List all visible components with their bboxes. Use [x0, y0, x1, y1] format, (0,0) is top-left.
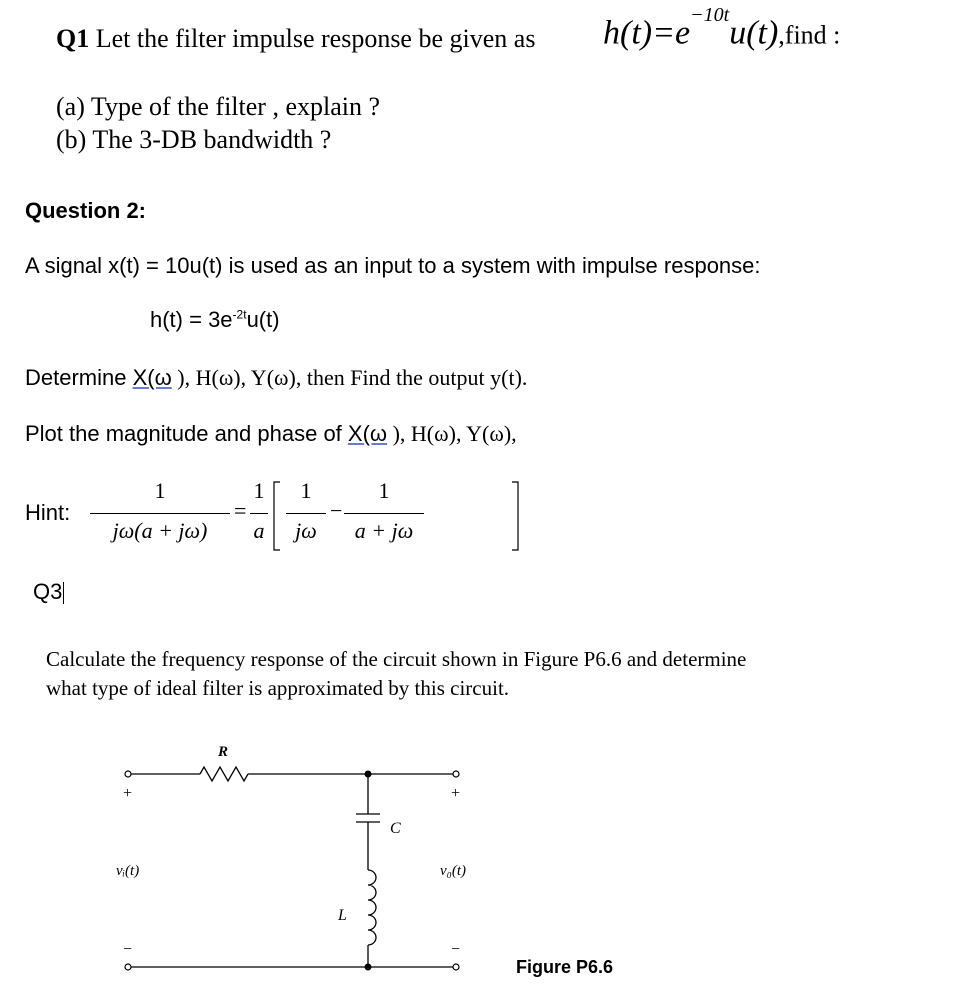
q2-plot: [25, 421, 517, 447]
q2-determine-xw: X(ω: [132, 365, 172, 390]
text-cursor: [63, 582, 64, 604]
resistor-symbol: [200, 767, 248, 781]
figure-caption: Figure P6.6: [516, 957, 614, 977]
vi-label: vᵢ(t): [116, 863, 140, 879]
input-plus: +: [123, 785, 133, 802]
q2-plot-prefix: Plot the magnitude and phase of: [25, 421, 348, 446]
circuit-diagram: [0, 730, 966, 998]
hint-coef-den: a: [253, 518, 265, 543]
output-plus: +: [451, 785, 461, 802]
hint-bar2: [250, 513, 268, 514]
q1-intro: Let the filter impulse response be given as: [95, 24, 536, 53]
hint-den1: jω(a + jω): [112, 518, 208, 543]
q3-label-text: Q3: [33, 579, 63, 604]
q3-label[interactable]: [33, 579, 64, 605]
hint-num2: 1: [300, 478, 312, 503]
inductor-symbol: [368, 870, 376, 945]
output-terminal-top: [453, 771, 459, 777]
hint-bar4: [344, 513, 424, 514]
inductor-label: L: [338, 907, 347, 924]
junction-bottom: [365, 964, 372, 971]
q1-formula-lhs: h(t)=e: [603, 14, 691, 52]
resistor-label: R: [218, 744, 229, 760]
hint-equation: [90, 478, 530, 558]
capacitor-label: C: [390, 820, 401, 837]
q2-impulse-response: [150, 307, 280, 333]
hint-bar3: [286, 513, 326, 514]
q3-line2: what type of ideal filter is approximated by this circuit.: [46, 676, 510, 700]
output-terminal-bottom: [453, 964, 459, 970]
output-minus: −: [451, 941, 461, 958]
q2-determine: [25, 365, 527, 391]
q1-part-a: (a) Type of the filter , explain ?: [56, 92, 381, 121]
input-terminal-top: [125, 771, 131, 777]
hint-eq: =: [234, 498, 247, 523]
input-minus: −: [123, 941, 133, 958]
q2-impulse-tail: u(t): [246, 307, 280, 332]
hint-minus: −: [330, 498, 343, 523]
vo-label: v₀(t): [440, 863, 467, 879]
q1-line: [56, 24, 535, 54]
q2-determine-prefix: Determine: [25, 365, 133, 390]
q1-part-b: (b) The 3-DB bandwidth ?: [56, 125, 332, 154]
q2-impulse-base: h(t) = 3e: [150, 307, 233, 332]
q1-tail: ,find :: [778, 20, 841, 50]
q3-line1: Calculate the frequency response of the circuit shown in Figure P6.6 and determine: [46, 647, 747, 671]
q2-plot-rest: ), H(ω), Y(ω),: [387, 421, 517, 446]
hint-num3: 1: [378, 478, 390, 503]
q2-heading: Question 2:: [25, 198, 147, 223]
q2-impulse-exp: -2t: [232, 307, 247, 322]
hint-label: Hint:: [25, 500, 71, 525]
q1-label: Q1: [56, 24, 90, 53]
q1-formula-exp: −10t: [690, 4, 730, 26]
hint-bar1: [90, 513, 230, 514]
hint-den2: jω: [295, 518, 317, 543]
q2-plot-xw: X(ω: [347, 421, 388, 446]
hint-num1: 1: [154, 478, 166, 503]
q2-determine-rest: ), H(ω), Y(ω), then Find the output y(t).: [171, 365, 528, 390]
q2-statement: A signal x(t) = 10u(t) is used as an input to a system with impulse response:: [25, 253, 761, 278]
q1-formula: [603, 4, 841, 52]
hint-den3: a + jω: [354, 518, 414, 543]
junction-top: [365, 771, 372, 778]
q1-formula-rhs: u(t): [729, 14, 779, 52]
hint-coef-num: 1: [253, 478, 265, 503]
input-terminal-bottom: [125, 964, 131, 970]
